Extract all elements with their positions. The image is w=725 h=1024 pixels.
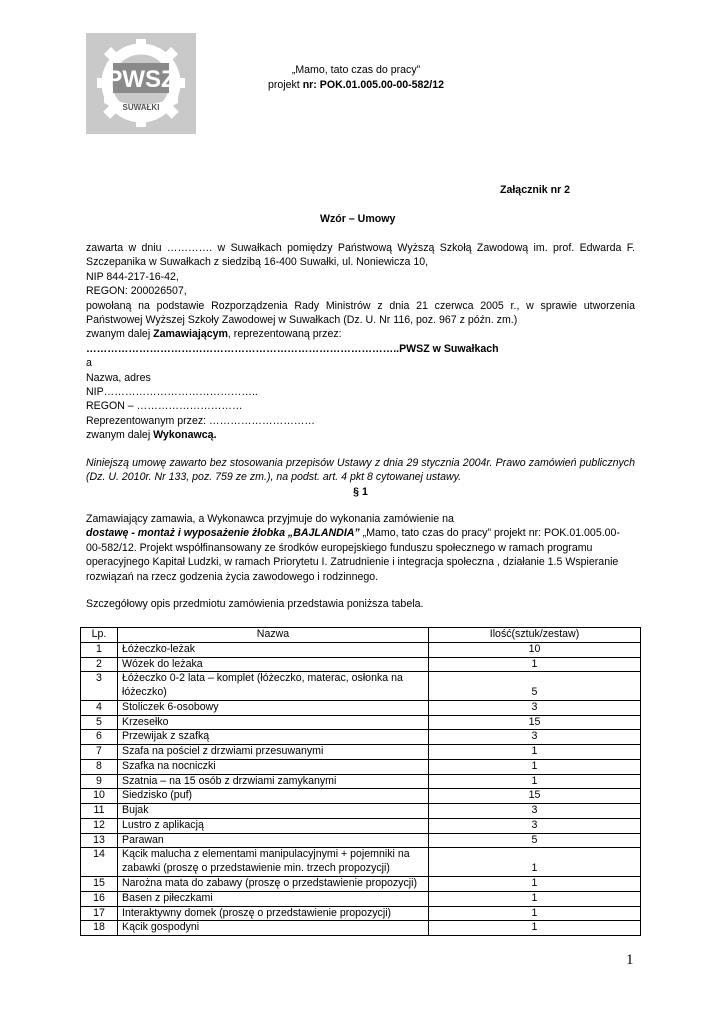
cell-qty: 10 <box>429 642 641 657</box>
cell-qty: 5 <box>429 672 641 701</box>
cell-name: Bujak <box>118 804 429 819</box>
cell-lp: 12 <box>81 818 118 833</box>
cell-lp: 14 <box>81 848 118 877</box>
cell-name: Siedzisko (puf) <box>118 789 429 804</box>
table-row <box>81 789 641 804</box>
table-row <box>81 642 641 657</box>
cell-lp: 3 <box>81 672 118 701</box>
pwsz-logo <box>86 33 196 134</box>
order-rest: „Mamo, tato czas do pracy” projekt nr: POK.01.005.00-00-582/12. Projekt współfinansowany ze środków europejskiego funduszu społecznego w ramach programu operacyjnego Kapitał Ludzki, w ramach Priorytetu I. Zatrudnienie i integracja społeczna , działanie 1.5 Wspieranie rozwiązań na rzecz godzenia życia zawodowego i rodzinnego. <box>86 527 620 583</box>
cell-qty: 1 <box>429 657 641 672</box>
cell-qty: 3 <box>429 818 641 833</box>
project-number-line <box>196 78 516 93</box>
cell-lp: 5 <box>81 715 118 730</box>
cell-name: Basen z piłeczkami <box>118 891 429 906</box>
cell-qty: 1 <box>429 759 641 774</box>
called-prefix: zwanym dalej <box>86 328 154 341</box>
representative-line: ……………………………………………………………………………..PWSZ w Suwałkach <box>86 342 499 355</box>
table-row <box>81 818 641 833</box>
cell-name: Łóżeczko-leżak <box>118 642 429 657</box>
order-paragraph <box>86 526 635 584</box>
cell-name: Stoliczek 6-osobowy <box>118 700 429 715</box>
order-bold-part: dostawę - montaż i wyposażenie żłobka „BAJLANDIA” <box>86 527 360 540</box>
table-row <box>81 848 641 877</box>
cell-lp: 8 <box>81 759 118 774</box>
cell-lp: 15 <box>81 877 118 892</box>
cell-name: Przewijak z szafką <box>118 730 429 745</box>
cell-qty: 1 <box>429 877 641 892</box>
legal-note: Niniejszą umowę zawarto bez stosowania przepisów Ustawy z dnia 29 stycznia 2004r. Prawo zamówień publicznych (Dz. U. 2010r. Nr 133, poz. 759 ze zm.), na podst. art. 4 pkt 8 cytowanej ustawy. <box>86 456 635 484</box>
header-qty: Ilość(sztuk/zestaw) <box>429 628 641 643</box>
cell-qty: 15 <box>429 715 641 730</box>
nip-line: NIP 844-217-16-42, <box>86 270 179 283</box>
cell-lp: 18 <box>81 921 118 936</box>
cell-qty: 1 <box>429 906 641 921</box>
table-row <box>81 745 641 760</box>
table-row <box>81 921 641 936</box>
cell-name: Szafa na pościel z drzwiami przesuwanymi <box>118 745 429 760</box>
header-lp: Lp. <box>81 628 118 643</box>
table-row <box>81 833 641 848</box>
contractor-name: Wykonawcą. <box>153 429 217 442</box>
table-row <box>81 730 641 745</box>
table-row <box>81 877 641 892</box>
header-name: Nazwa <box>118 628 429 643</box>
cell-qty: 5 <box>429 833 641 848</box>
cell-name: Kącik malucha z elementami manipulacyjnymi + pojemniki na zabawki (proszę o przedstawienie min. trzech propozycji) <box>118 848 429 877</box>
gear-logo-icon <box>86 33 196 134</box>
cell-lp: 7 <box>81 745 118 760</box>
logo-sub-text: SUWAŁKI <box>122 103 160 112</box>
table-row <box>81 672 641 701</box>
legal-basis-paragraph: powołaną na podstawie Rozporządzenia Rady Ministrów z dnia 21 czerwca 2005 r., w sprawie utworzenia Państwowej Wyższej Szkoły Zawodowej w Suwałkach (Dz. U. Nr 116, poz. 967 z późn. zm.) <box>86 299 635 327</box>
contractor-representative: Reprezentowanym przez: ………………………… <box>86 414 315 427</box>
table-row <box>81 891 641 906</box>
cell-lp: 16 <box>81 891 118 906</box>
cell-lp: 17 <box>81 906 118 921</box>
document-title: Wzór – Umowy <box>320 213 396 225</box>
logo-main-text: PWSZ <box>106 66 176 93</box>
cell-name: Szatnia – na 15 osób z drzwiami zamykanymi <box>118 774 429 789</box>
table-intro: Szczegółowy opis przedmiotu zamówienia przedstawia poniższa tabela. <box>86 597 424 610</box>
cell-lp: 6 <box>81 730 118 745</box>
project-header <box>196 63 516 94</box>
document-body <box>86 241 635 611</box>
cell-name: Wózek do leżaka <box>118 657 429 672</box>
table-row <box>81 804 641 819</box>
cell-qty: 1 <box>429 774 641 789</box>
table-row <box>81 657 641 672</box>
cell-lp: 4 <box>81 700 118 715</box>
called2-prefix: zwanym dalej <box>86 429 154 442</box>
called-employer-line <box>86 327 635 341</box>
regon-line: REGON: 200026507, <box>86 285 187 298</box>
cell-qty: 15 <box>429 789 641 804</box>
section-heading: § 1 <box>353 485 368 498</box>
cell-lp: 13 <box>81 833 118 848</box>
items-table <box>80 627 641 936</box>
called-contractor-line <box>86 428 635 442</box>
cell-name: Szafka na nocniczki <box>118 759 429 774</box>
cell-name: Interaktywny domek (proszę o przedstawienie propozycji) <box>118 906 429 921</box>
cell-qty: 1 <box>429 921 641 936</box>
project-title: „Mamo, tato czas do pracy” <box>291 64 421 76</box>
cell-qty: 3 <box>429 804 641 819</box>
cell-qty: 1 <box>429 891 641 906</box>
cell-qty: 1 <box>429 848 641 877</box>
annex-label: Załącznik nr 2 <box>500 184 571 196</box>
contractor-regon: REGON – ………………………… <box>86 400 243 413</box>
contractor-nip: NIP…………………………………….. <box>86 386 258 399</box>
called-suffix: , reprezentowaną przez: <box>227 328 342 341</box>
cell-name: Narożna mata do zabawy (proszę o przedstawienie propozycji) <box>118 877 429 892</box>
cell-lp: 2 <box>81 657 118 672</box>
table-row <box>81 759 641 774</box>
cell-lp: 11 <box>81 804 118 819</box>
cell-qty: 1 <box>429 745 641 760</box>
contractor-name-address: Nazwa, adres <box>86 371 151 384</box>
project-prefix: projekt <box>267 79 303 92</box>
cell-name: Krzesełko <box>118 715 429 730</box>
order-line: Zamawiający zamawia, a Wykonawca przyjmuje do wykonania zamówienie na <box>86 512 454 525</box>
table-row <box>81 906 641 921</box>
intro-paragraph: zawarta w dniu …………. w Suwałkach pomiędzy Państwową Wyższą Szkołą Zawodową im. prof. Edwarda F. Szczepanika w Suwałkach z siedzibą 16-400 Suwałki, ul. Noniewicza 10, <box>86 242 635 269</box>
cell-lp: 10 <box>81 789 118 804</box>
cell-lp: 1 <box>81 642 118 657</box>
table-header-row <box>81 628 641 643</box>
table-row <box>81 700 641 715</box>
cell-lp: 9 <box>81 774 118 789</box>
conjunction-a: a <box>86 357 92 370</box>
cell-name: Kącik gospodyni <box>118 921 429 936</box>
cell-name: Parawan <box>118 833 429 848</box>
project-number: nr: POK.01.005.00-00-582/12 <box>302 79 445 92</box>
cell-name: Lustro z aplikacją <box>118 818 429 833</box>
table-row <box>81 715 641 730</box>
page-number: 1 <box>626 952 634 968</box>
cell-qty: 3 <box>429 700 641 715</box>
employer-name: Zamawiającym <box>153 328 228 341</box>
cell-name: Łóżeczko 0-2 lata – komplet (łóżeczko, materac, osłonka na łóżeczko) <box>118 672 429 701</box>
cell-qty: 3 <box>429 730 641 745</box>
table-row <box>81 774 641 789</box>
